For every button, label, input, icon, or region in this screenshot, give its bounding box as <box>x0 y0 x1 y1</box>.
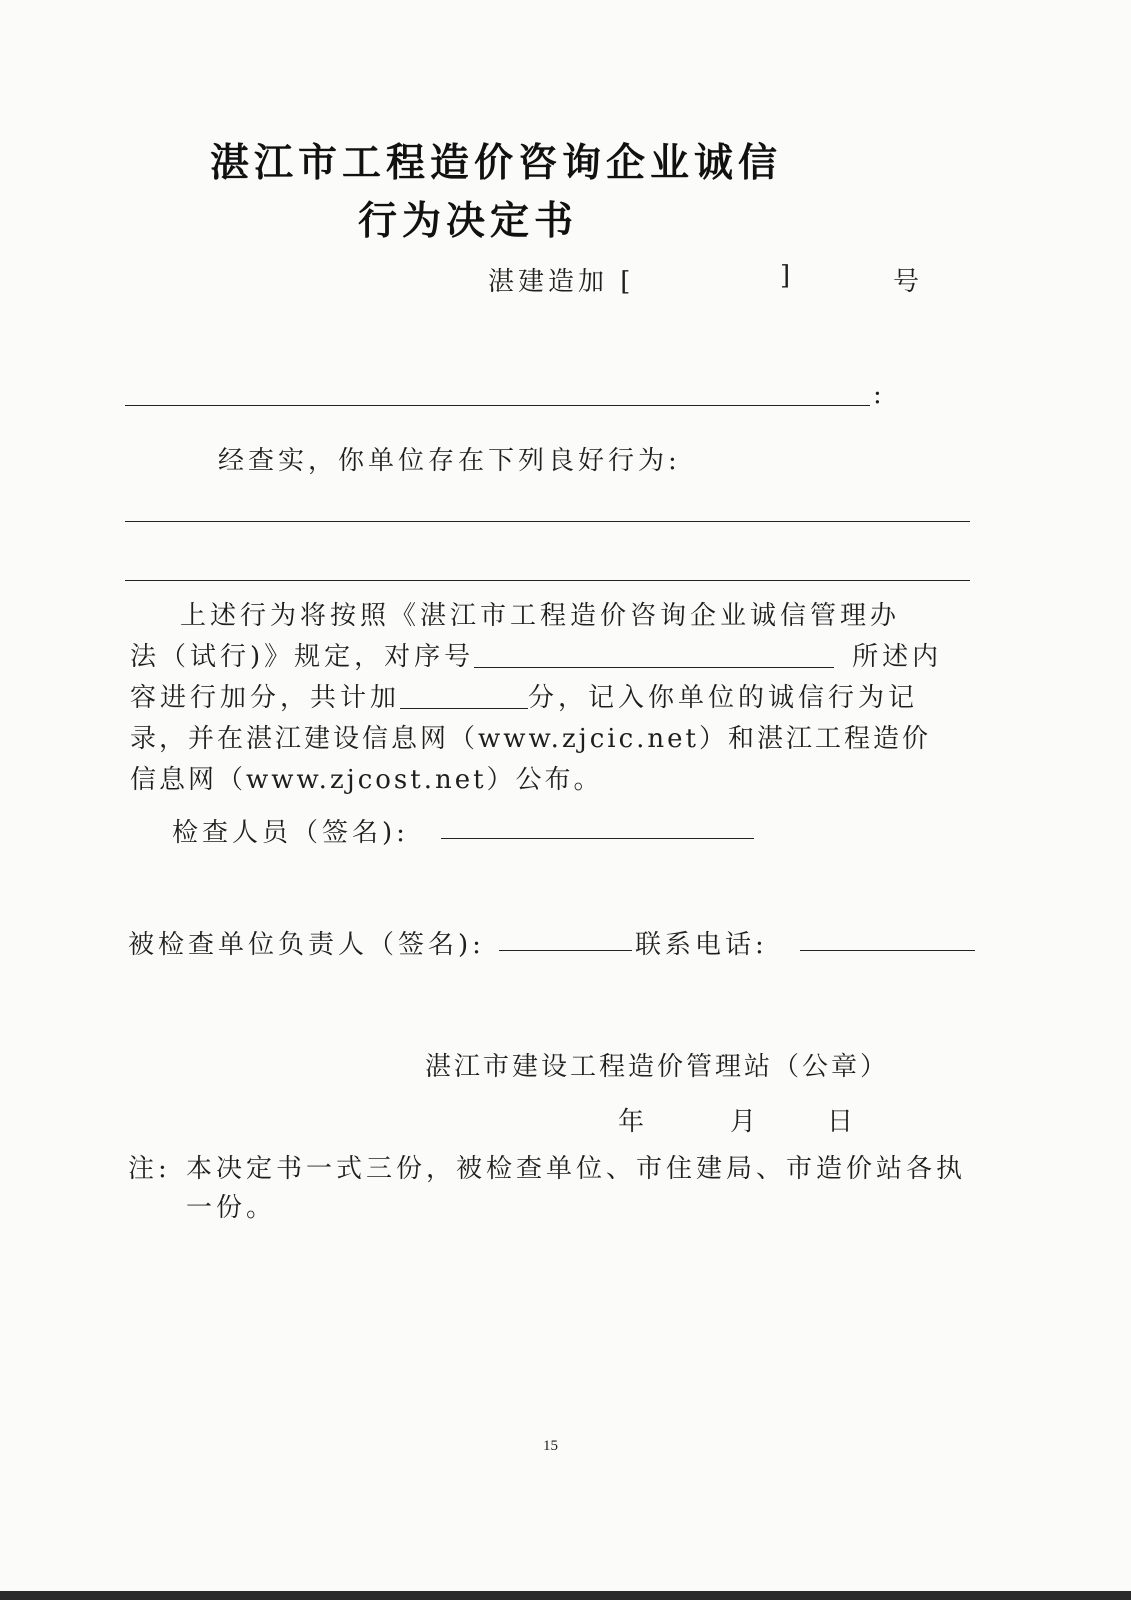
date-year: 年 <box>618 1107 649 1137</box>
responsible-signature-label: 被检查单位负责人（签名): <box>128 930 485 960</box>
item-number-blank[interactable] <box>474 643 834 668</box>
body-line-2 <box>130 636 942 673</box>
behavior-blank-line-2[interactable] <box>125 580 970 581</box>
note-label: 注: <box>128 1154 171 1184</box>
body-line-3 <box>130 677 918 714</box>
body-line-1: 上述行为将按照《湛江市工程造价咨询企业诚信管理办 <box>180 601 901 631</box>
points-blank[interactable] <box>400 684 528 709</box>
doc-number-close-bracket: ] <box>780 261 795 291</box>
issuer-seal-text: 湛江市建设工程造价管理站（公章） <box>425 1052 890 1082</box>
body-line-4: 录，并在湛江建设信息网（www.zjcic.net）和湛江工程造价 <box>130 724 931 754</box>
body-line-5: 信息网（www.zjcost.net）公布。 <box>130 765 603 795</box>
intro-text: 经查实，你单位存在下列良好行为: <box>218 446 681 476</box>
addressee-colon: : <box>873 380 886 410</box>
note-line-2: 一份。 <box>186 1193 277 1223</box>
body-line-3-start: 容进行加分，共计加 <box>130 683 401 713</box>
document-title-line1: 湛江市工程造价咨询企业诚信 <box>210 141 783 186</box>
date-month: 月 <box>730 1107 761 1137</box>
doc-number-prefix: 湛建造加 [ <box>488 267 635 297</box>
body-line-2-end: 所述内 <box>852 642 943 672</box>
scan-bottom-edge <box>0 1591 1131 1600</box>
inspector-signature-blank[interactable] <box>441 838 754 839</box>
addressee-blank[interactable] <box>125 405 870 406</box>
note-line-1: 本决定书一式三份，被检查单位、市住建局、市造价站各执 <box>186 1154 967 1184</box>
document-title-line2: 行为决定书 <box>358 199 579 244</box>
body-line-3-end: 分，记入你单位的诚信行为记 <box>528 683 919 713</box>
doc-number-suffix: 号 <box>893 267 924 297</box>
date-day: 日 <box>827 1107 858 1137</box>
body-line-2-start: 法（试行)》规定，对序号 <box>130 642 475 672</box>
page-number: 15 <box>543 1438 558 1454</box>
inspector-signature-label: 检查人员（签名): <box>172 818 409 848</box>
responsible-signature-blank[interactable] <box>499 950 632 951</box>
phone-blank[interactable] <box>800 950 975 951</box>
phone-label: 联系电话: <box>635 930 768 960</box>
behavior-blank-line-1[interactable] <box>125 521 970 522</box>
